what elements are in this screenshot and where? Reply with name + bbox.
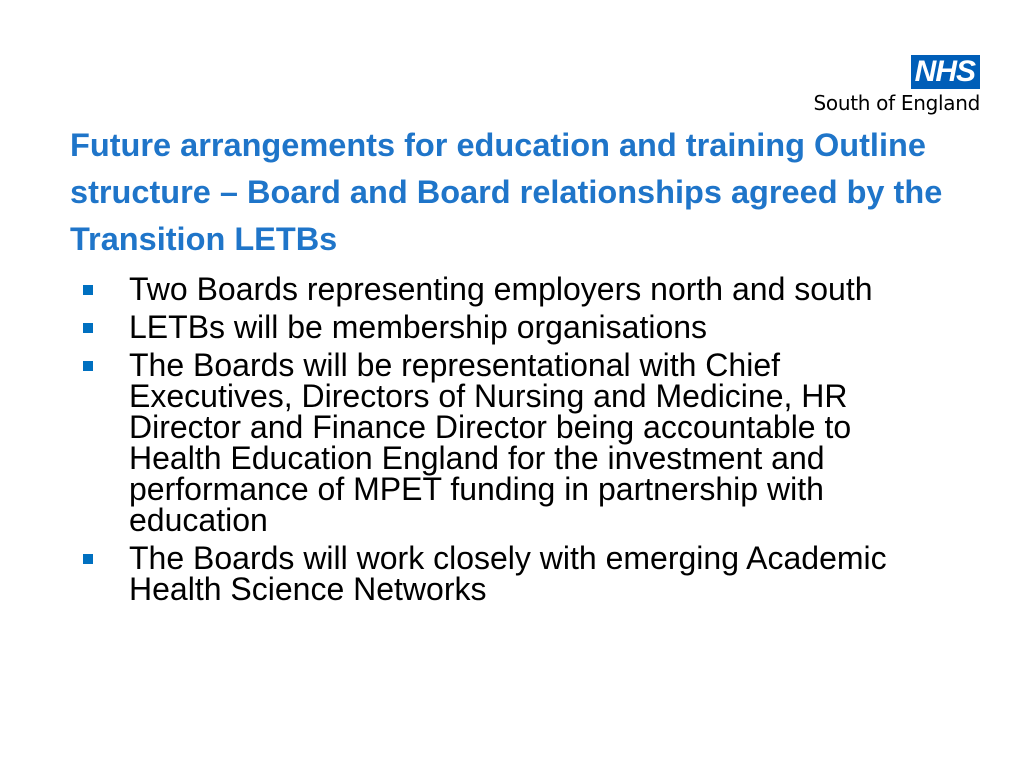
bullet-item xyxy=(80,540,950,607)
nhs-logo-badge: NHS xyxy=(911,55,980,89)
bullet-text: The Boards will work closely with emerging Academic Health Science Networks xyxy=(129,540,887,607)
bullet-text: LETBs will be membership organisations xyxy=(129,309,708,345)
square-bullet-icon xyxy=(83,285,93,295)
nhs-logo-region: South of England xyxy=(813,91,980,115)
bullet-item xyxy=(80,271,950,307)
bullet-text: The Boards will be representational with Chief Executives, Directors of Nursing and Medicine, HR Director and Finance Director being accountable to Health Education England for the investment and performance of MPET funding in partnership with education xyxy=(129,347,852,538)
square-bullet-icon xyxy=(83,554,93,564)
bullet-list xyxy=(80,271,950,612)
bullet-item xyxy=(80,309,950,345)
slide-title: Future arrangements for education and training Outline structure – Board and Board relationships agreed by the Transition LETBs xyxy=(70,127,943,257)
bullet-item xyxy=(80,347,950,538)
square-bullet-icon xyxy=(83,323,93,333)
nhs-logo xyxy=(740,55,980,115)
square-bullet-icon xyxy=(83,361,93,371)
bullet-text: Two Boards representing employers north and south xyxy=(129,271,873,307)
